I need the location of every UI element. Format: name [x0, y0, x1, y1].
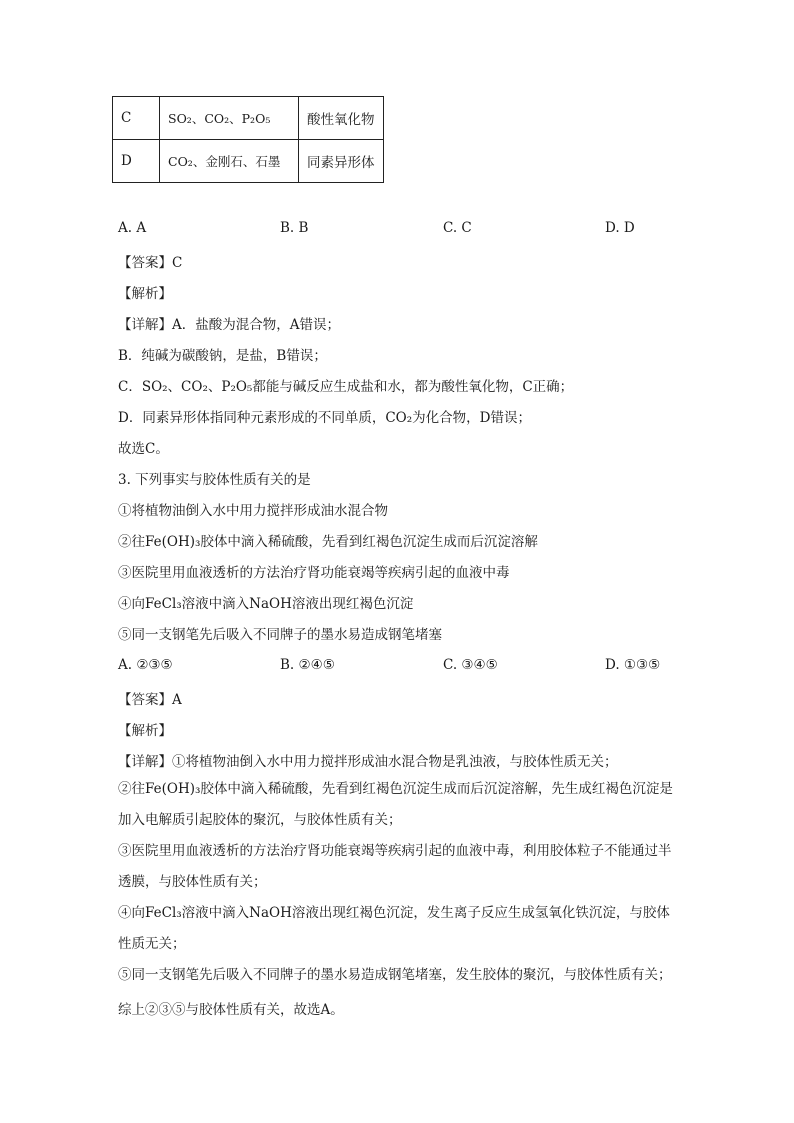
q2-options — [118, 220, 678, 240]
row-category: 同素异形体 — [299, 140, 384, 183]
q3-detail-paragraph: ⑤同一支钢笔先后吸入不同牌子的墨水易造成钢笔堵塞，发生胶体的聚沉，与胶体性质有关； — [118, 967, 672, 983]
q3-item: ②往Fe(OH)₃胶体中滴入稀硫酸，先看到红褐色沉淀生成而后沉淀溶解 — [118, 534, 538, 550]
row-substances: CO₂、金刚石、石墨 — [160, 140, 299, 183]
row-substances: SO₂、CO₂、P₂O₅ — [160, 97, 299, 140]
table-row — [113, 140, 384, 183]
q2-option-b: B. B — [280, 220, 309, 236]
q2-detail-line: D．同素异形体指同种元素形成的不同单质，CO₂为化合物，D错误； — [118, 410, 531, 426]
q2-option-c: C. C — [443, 220, 472, 236]
q3-options — [118, 657, 678, 677]
q2-conclusion: 故选C。 — [118, 441, 169, 457]
q2-option-d: D. D — [605, 220, 635, 236]
q3-detail-line: 【详解】①将植物油倒入水中用力搅拌形成油水混合物是乳浊液，与胶体性质无关； — [118, 754, 618, 770]
q3-detail-paragraph: ④向FeCl₃溶液中滴入NaOH溶液出现红褐色沉淀，发生离子反应生成氢氧化铁沉淀，与胶体性质无关； — [118, 905, 670, 952]
row-letter: D — [113, 140, 160, 183]
q2-detail-line: 【详解】A．盐酸为混合物，A错误； — [118, 317, 340, 333]
q2-answer: 【答案】C — [118, 255, 183, 271]
table-row — [113, 97, 384, 140]
q3-stem: 3. 下列事实与胶体性质有关的是 — [118, 472, 311, 488]
q3-item: ⑤同一支钢笔先后吸入不同牌子的墨水易造成钢笔堵塞 — [118, 627, 442, 643]
q3-option-a: A. ②③⑤ — [118, 657, 173, 673]
q3-detail-paragraph: ③医院里用血液透析的方法治疗肾功能衰竭等疾病引起的血液中毒，利用胶体粒子不能通过半透膜，与胶体性质有关； — [118, 843, 672, 890]
q3-option-d: D. ①③⑤ — [605, 657, 661, 673]
q2-analysis-heading: 【解析】 — [118, 286, 172, 302]
row-letter: C — [113, 97, 160, 140]
q3-item: ①将植物油倒入水中用力搅拌形成油水混合物 — [118, 503, 388, 519]
q2-detail-line: C．SO₂、CO₂、P₂O₅都能与碱反应生成盐和水，都为酸性氧化物，C正确； — [118, 379, 574, 395]
classification-table — [112, 96, 384, 183]
q3-analysis-heading: 【解析】 — [118, 723, 172, 739]
q3-answer: 【答案】A — [118, 692, 182, 708]
q3-item: ④向FeCl₃溶液中滴入NaOH溶液出现红褐色沉淀 — [118, 596, 414, 612]
q3-option-c: C. ③④⑤ — [443, 657, 498, 673]
q2-detail-line: B．纯碱为碳酸钠，是盐，B错误； — [118, 348, 327, 364]
q3-conclusion: 综上②③⑤与胶体性质有关，故选A。 — [118, 1002, 344, 1018]
q3-option-b: B. ②④⑤ — [280, 657, 335, 673]
q2-option-a: A. A — [118, 220, 147, 236]
q3-item: ③医院里用血液透析的方法治疗肾功能衰竭等疾病引起的血液中毒 — [118, 565, 510, 581]
row-category: 酸性氧化物 — [299, 97, 384, 140]
q3-detail-paragraph: ②往Fe(OH)₃胶体中滴入稀硫酸，先看到红褐色沉淀生成而后沉淀溶解，先生成红褐色沉淀是加入电解质引起胶体的聚沉，与胶体性质有关； — [118, 781, 673, 828]
